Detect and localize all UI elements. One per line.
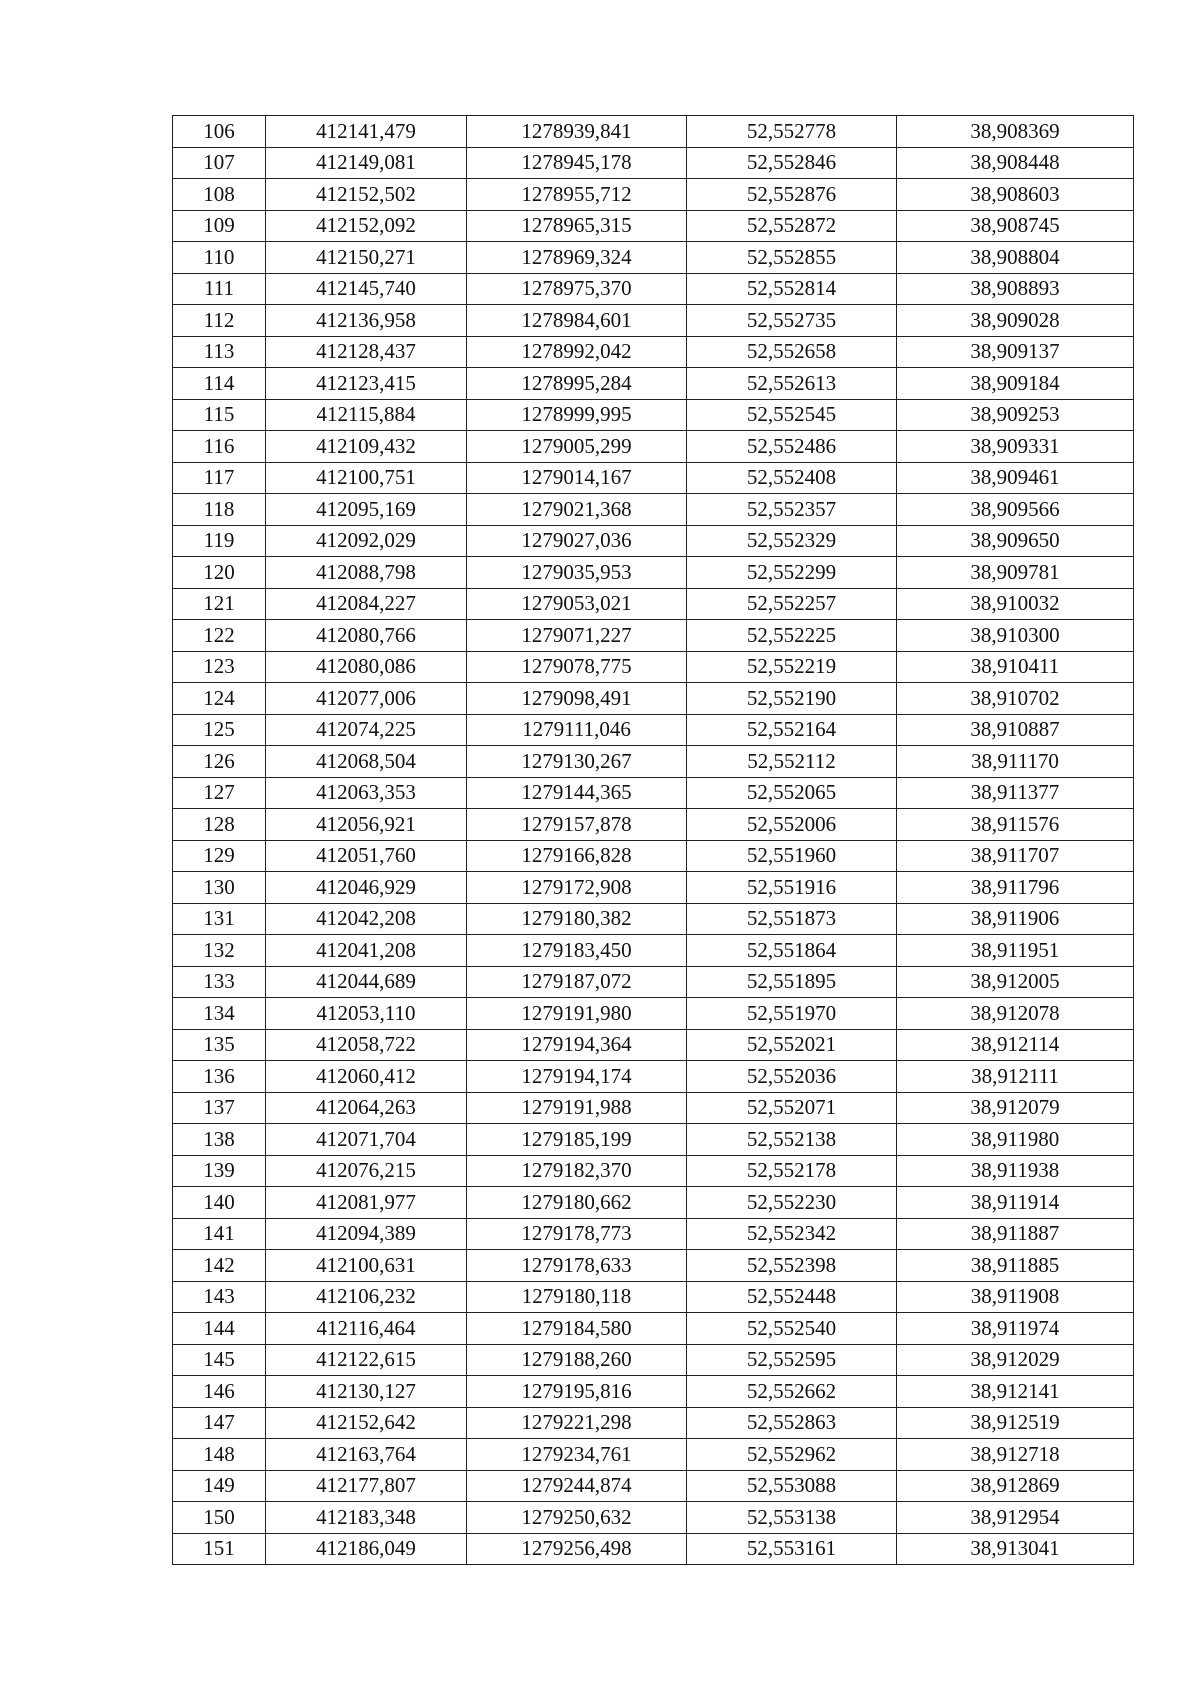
table-row	[173, 305, 1134, 337]
y-coordinate-cell: 1279180,662	[467, 1187, 687, 1219]
x-coordinate-cell: 412053,110	[266, 998, 467, 1030]
y-coordinate-cell: 1279014,167	[467, 462, 687, 494]
y-coordinate-cell: 1279188,260	[467, 1344, 687, 1376]
y-coordinate-cell: 1279180,382	[467, 903, 687, 935]
latitude-cell: 52,553138	[687, 1502, 897, 1534]
table-row	[173, 336, 1134, 368]
table-row	[173, 935, 1134, 967]
y-coordinate-cell: 1278995,284	[467, 368, 687, 400]
point-number-cell: 139	[173, 1155, 266, 1187]
longitude-cell: 38,911914	[897, 1187, 1134, 1219]
point-number-cell: 111	[173, 273, 266, 305]
table-row	[173, 273, 1134, 305]
latitude-cell: 52,552065	[687, 777, 897, 809]
x-coordinate-cell: 412084,227	[266, 588, 467, 620]
point-number-cell: 122	[173, 620, 266, 652]
y-coordinate-cell: 1278965,315	[467, 210, 687, 242]
y-coordinate-cell: 1279178,773	[467, 1218, 687, 1250]
x-coordinate-cell: 412060,412	[266, 1061, 467, 1093]
point-number-cell: 129	[173, 840, 266, 872]
table-row	[173, 746, 1134, 778]
table-row	[173, 1533, 1134, 1565]
point-number-cell: 106	[173, 116, 266, 148]
longitude-cell: 38,909781	[897, 557, 1134, 589]
x-coordinate-cell: 412063,353	[266, 777, 467, 809]
point-number-cell: 150	[173, 1502, 266, 1534]
table-row	[173, 1218, 1134, 1250]
point-number-cell: 147	[173, 1407, 266, 1439]
table-row	[173, 1187, 1134, 1219]
point-number-cell: 125	[173, 714, 266, 746]
latitude-cell: 52,552735	[687, 305, 897, 337]
y-coordinate-cell: 1279027,036	[467, 525, 687, 557]
point-number-cell: 149	[173, 1470, 266, 1502]
x-coordinate-cell: 412152,092	[266, 210, 467, 242]
x-coordinate-cell: 412177,807	[266, 1470, 467, 1502]
longitude-cell: 38,910702	[897, 683, 1134, 715]
table-row	[173, 840, 1134, 872]
y-coordinate-cell: 1279195,816	[467, 1376, 687, 1408]
longitude-cell: 38,910411	[897, 651, 1134, 683]
longitude-cell: 38,912114	[897, 1029, 1134, 1061]
longitude-cell: 38,912111	[897, 1061, 1134, 1093]
coordinates-table	[172, 115, 1134, 1565]
latitude-cell: 52,552846	[687, 147, 897, 179]
y-coordinate-cell: 1279182,370	[467, 1155, 687, 1187]
latitude-cell: 52,552225	[687, 620, 897, 652]
longitude-cell: 38,911980	[897, 1124, 1134, 1156]
y-coordinate-cell: 1279111,046	[467, 714, 687, 746]
point-number-cell: 110	[173, 242, 266, 274]
table-row	[173, 462, 1134, 494]
y-coordinate-cell: 1279035,953	[467, 557, 687, 589]
x-coordinate-cell: 412058,722	[266, 1029, 467, 1061]
longitude-cell: 38,908603	[897, 179, 1134, 211]
point-number-cell: 118	[173, 494, 266, 526]
x-coordinate-cell: 412095,169	[266, 494, 467, 526]
longitude-cell: 38,911951	[897, 935, 1134, 967]
y-coordinate-cell: 1279130,267	[467, 746, 687, 778]
y-coordinate-cell: 1279250,632	[467, 1502, 687, 1534]
point-number-cell: 145	[173, 1344, 266, 1376]
latitude-cell: 52,552778	[687, 116, 897, 148]
y-coordinate-cell: 1279185,199	[467, 1124, 687, 1156]
latitude-cell: 52,552540	[687, 1313, 897, 1345]
x-coordinate-cell: 412092,029	[266, 525, 467, 557]
longitude-cell: 38,911887	[897, 1218, 1134, 1250]
latitude-cell: 52,552342	[687, 1218, 897, 1250]
y-coordinate-cell: 1279157,878	[467, 809, 687, 841]
longitude-cell: 38,910300	[897, 620, 1134, 652]
x-coordinate-cell: 412068,504	[266, 746, 467, 778]
point-number-cell: 123	[173, 651, 266, 683]
x-coordinate-cell: 412109,432	[266, 431, 467, 463]
longitude-cell: 38,909184	[897, 368, 1134, 400]
y-coordinate-cell: 1279098,491	[467, 683, 687, 715]
y-coordinate-cell: 1279191,980	[467, 998, 687, 1030]
table-row	[173, 1061, 1134, 1093]
latitude-cell: 52,551960	[687, 840, 897, 872]
x-coordinate-cell: 412042,208	[266, 903, 467, 935]
y-coordinate-cell: 1279187,072	[467, 966, 687, 998]
x-coordinate-cell: 412056,921	[266, 809, 467, 841]
y-coordinate-cell: 1279053,021	[467, 588, 687, 620]
table-row	[173, 494, 1134, 526]
table-row	[173, 1029, 1134, 1061]
latitude-cell: 52,552036	[687, 1061, 897, 1093]
table-row	[173, 651, 1134, 683]
x-coordinate-cell: 412186,049	[266, 1533, 467, 1565]
latitude-cell: 52,552257	[687, 588, 897, 620]
x-coordinate-cell: 412100,631	[266, 1250, 467, 1282]
table-row	[173, 368, 1134, 400]
y-coordinate-cell: 1278955,712	[467, 179, 687, 211]
latitude-cell: 52,551916	[687, 872, 897, 904]
point-number-cell: 113	[173, 336, 266, 368]
latitude-cell: 52,553088	[687, 1470, 897, 1502]
table-row	[173, 1470, 1134, 1502]
longitude-cell: 38,909253	[897, 399, 1134, 431]
longitude-cell: 38,912519	[897, 1407, 1134, 1439]
table-row	[173, 431, 1134, 463]
y-coordinate-cell: 1279256,498	[467, 1533, 687, 1565]
latitude-cell: 52,552398	[687, 1250, 897, 1282]
longitude-cell: 38,908745	[897, 210, 1134, 242]
point-number-cell: 120	[173, 557, 266, 589]
latitude-cell: 52,552613	[687, 368, 897, 400]
x-coordinate-cell: 412163,764	[266, 1439, 467, 1471]
latitude-cell: 52,553161	[687, 1533, 897, 1565]
longitude-cell: 38,908804	[897, 242, 1134, 274]
table-row	[173, 966, 1134, 998]
y-coordinate-cell: 1278984,601	[467, 305, 687, 337]
latitude-cell: 52,552329	[687, 525, 897, 557]
point-number-cell: 131	[173, 903, 266, 935]
table-row	[173, 210, 1134, 242]
x-coordinate-cell: 412115,884	[266, 399, 467, 431]
y-coordinate-cell: 1279078,775	[467, 651, 687, 683]
table-row	[173, 557, 1134, 589]
longitude-cell: 38,911796	[897, 872, 1134, 904]
x-coordinate-cell: 412077,006	[266, 683, 467, 715]
coordinates-table-body	[173, 116, 1134, 1565]
longitude-cell: 38,912141	[897, 1376, 1134, 1408]
latitude-cell: 52,551970	[687, 998, 897, 1030]
x-coordinate-cell: 412116,464	[266, 1313, 467, 1345]
x-coordinate-cell: 412152,502	[266, 179, 467, 211]
latitude-cell: 52,552863	[687, 1407, 897, 1439]
latitude-cell: 52,552658	[687, 336, 897, 368]
longitude-cell: 38,913041	[897, 1533, 1134, 1565]
table-row	[173, 242, 1134, 274]
y-coordinate-cell: 1279184,580	[467, 1313, 687, 1345]
table-row	[173, 1376, 1134, 1408]
point-number-cell: 116	[173, 431, 266, 463]
y-coordinate-cell: 1279180,118	[467, 1281, 687, 1313]
latitude-cell: 52,552872	[687, 210, 897, 242]
x-coordinate-cell: 412044,689	[266, 966, 467, 998]
table-row	[173, 714, 1134, 746]
point-number-cell: 107	[173, 147, 266, 179]
x-coordinate-cell: 412152,642	[266, 1407, 467, 1439]
x-coordinate-cell: 412128,437	[266, 336, 467, 368]
point-number-cell: 144	[173, 1313, 266, 1345]
table-row	[173, 116, 1134, 148]
longitude-cell: 38,911170	[897, 746, 1134, 778]
latitude-cell: 52,552448	[687, 1281, 897, 1313]
x-coordinate-cell: 412145,740	[266, 273, 467, 305]
point-number-cell: 134	[173, 998, 266, 1030]
y-coordinate-cell: 1279194,364	[467, 1029, 687, 1061]
y-coordinate-cell: 1279071,227	[467, 620, 687, 652]
x-coordinate-cell: 412080,766	[266, 620, 467, 652]
latitude-cell: 52,552071	[687, 1092, 897, 1124]
point-number-cell: 146	[173, 1376, 266, 1408]
table-row	[173, 1502, 1134, 1534]
latitude-cell: 52,552190	[687, 683, 897, 715]
x-coordinate-cell: 412183,348	[266, 1502, 467, 1534]
point-number-cell: 114	[173, 368, 266, 400]
longitude-cell: 38,912954	[897, 1502, 1134, 1534]
latitude-cell: 52,552138	[687, 1124, 897, 1156]
x-coordinate-cell: 412076,215	[266, 1155, 467, 1187]
longitude-cell: 38,910032	[897, 588, 1134, 620]
longitude-cell: 38,912005	[897, 966, 1134, 998]
longitude-cell: 38,909028	[897, 305, 1134, 337]
longitude-cell: 38,909650	[897, 525, 1134, 557]
table-row	[173, 998, 1134, 1030]
y-coordinate-cell: 1279166,828	[467, 840, 687, 872]
latitude-cell: 52,552357	[687, 494, 897, 526]
point-number-cell: 126	[173, 746, 266, 778]
latitude-cell: 52,552962	[687, 1439, 897, 1471]
latitude-cell: 52,552299	[687, 557, 897, 589]
point-number-cell: 141	[173, 1218, 266, 1250]
table-row	[173, 1250, 1134, 1282]
table-row	[173, 1407, 1134, 1439]
point-number-cell: 108	[173, 179, 266, 211]
table-row	[173, 525, 1134, 557]
x-coordinate-cell: 412106,232	[266, 1281, 467, 1313]
y-coordinate-cell: 1279183,450	[467, 935, 687, 967]
y-coordinate-cell: 1279221,298	[467, 1407, 687, 1439]
latitude-cell: 52,551873	[687, 903, 897, 935]
point-number-cell: 117	[173, 462, 266, 494]
x-coordinate-cell: 412094,389	[266, 1218, 467, 1250]
x-coordinate-cell: 412149,081	[266, 147, 467, 179]
x-coordinate-cell: 412074,225	[266, 714, 467, 746]
point-number-cell: 124	[173, 683, 266, 715]
table-row	[173, 1155, 1134, 1187]
latitude-cell: 52,552021	[687, 1029, 897, 1061]
table-row	[173, 809, 1134, 841]
table-row	[173, 1313, 1134, 1345]
point-number-cell: 128	[173, 809, 266, 841]
point-number-cell: 109	[173, 210, 266, 242]
y-coordinate-cell: 1279172,908	[467, 872, 687, 904]
y-coordinate-cell: 1278945,178	[467, 147, 687, 179]
latitude-cell: 52,552545	[687, 399, 897, 431]
table-row	[173, 1092, 1134, 1124]
longitude-cell: 38,909331	[897, 431, 1134, 463]
latitude-cell: 52,552178	[687, 1155, 897, 1187]
latitude-cell: 52,552662	[687, 1376, 897, 1408]
longitude-cell: 38,912718	[897, 1439, 1134, 1471]
x-coordinate-cell: 412122,615	[266, 1344, 467, 1376]
y-coordinate-cell: 1279005,299	[467, 431, 687, 463]
x-coordinate-cell: 412150,271	[266, 242, 467, 274]
point-number-cell: 132	[173, 935, 266, 967]
table-row	[173, 872, 1134, 904]
latitude-cell: 52,552219	[687, 651, 897, 683]
point-number-cell: 142	[173, 1250, 266, 1282]
longitude-cell: 38,912869	[897, 1470, 1134, 1502]
longitude-cell: 38,908369	[897, 116, 1134, 148]
longitude-cell: 38,909461	[897, 462, 1134, 494]
table-row	[173, 1281, 1134, 1313]
longitude-cell: 38,910887	[897, 714, 1134, 746]
x-coordinate-cell: 412088,798	[266, 557, 467, 589]
table-row	[173, 399, 1134, 431]
table-row	[173, 777, 1134, 809]
point-number-cell: 115	[173, 399, 266, 431]
point-number-cell: 143	[173, 1281, 266, 1313]
point-number-cell: 133	[173, 966, 266, 998]
x-coordinate-cell: 412051,760	[266, 840, 467, 872]
y-coordinate-cell: 1279234,761	[467, 1439, 687, 1471]
latitude-cell: 52,552855	[687, 242, 897, 274]
table-row	[173, 683, 1134, 715]
y-coordinate-cell: 1279194,174	[467, 1061, 687, 1093]
longitude-cell: 38,908893	[897, 273, 1134, 305]
point-number-cell: 127	[173, 777, 266, 809]
longitude-cell: 38,911707	[897, 840, 1134, 872]
point-number-cell: 121	[173, 588, 266, 620]
point-number-cell: 136	[173, 1061, 266, 1093]
x-coordinate-cell: 412064,263	[266, 1092, 467, 1124]
x-coordinate-cell: 412123,415	[266, 368, 467, 400]
longitude-cell: 38,911974	[897, 1313, 1134, 1345]
point-number-cell: 151	[173, 1533, 266, 1565]
x-coordinate-cell: 412141,479	[266, 116, 467, 148]
table-row	[173, 1439, 1134, 1471]
x-coordinate-cell: 412130,127	[266, 1376, 467, 1408]
latitude-cell: 52,552595	[687, 1344, 897, 1376]
table-row	[173, 1344, 1134, 1376]
point-number-cell: 140	[173, 1187, 266, 1219]
point-number-cell: 135	[173, 1029, 266, 1061]
point-number-cell: 112	[173, 305, 266, 337]
longitude-cell: 38,911906	[897, 903, 1134, 935]
x-coordinate-cell: 412041,208	[266, 935, 467, 967]
table-row	[173, 1124, 1134, 1156]
point-number-cell: 148	[173, 1439, 266, 1471]
longitude-cell: 38,912079	[897, 1092, 1134, 1124]
x-coordinate-cell: 412136,958	[266, 305, 467, 337]
y-coordinate-cell: 1278939,841	[467, 116, 687, 148]
table-row	[173, 620, 1134, 652]
latitude-cell: 52,552112	[687, 746, 897, 778]
point-number-cell: 130	[173, 872, 266, 904]
longitude-cell: 38,911576	[897, 809, 1134, 841]
latitude-cell: 52,551864	[687, 935, 897, 967]
latitude-cell: 52,552408	[687, 462, 897, 494]
latitude-cell: 52,552814	[687, 273, 897, 305]
latitude-cell: 52,552230	[687, 1187, 897, 1219]
latitude-cell: 52,552876	[687, 179, 897, 211]
y-coordinate-cell: 1279244,874	[467, 1470, 687, 1502]
y-coordinate-cell: 1279191,988	[467, 1092, 687, 1124]
longitude-cell: 38,908448	[897, 147, 1134, 179]
x-coordinate-cell: 412046,929	[266, 872, 467, 904]
longitude-cell: 38,909566	[897, 494, 1134, 526]
y-coordinate-cell: 1278975,370	[467, 273, 687, 305]
table-row	[173, 903, 1134, 935]
table-row	[173, 179, 1134, 211]
table-row	[173, 147, 1134, 179]
y-coordinate-cell: 1278969,324	[467, 242, 687, 274]
latitude-cell: 52,551895	[687, 966, 897, 998]
x-coordinate-cell: 412071,704	[266, 1124, 467, 1156]
latitude-cell: 52,552006	[687, 809, 897, 841]
y-coordinate-cell: 1278999,995	[467, 399, 687, 431]
point-number-cell: 137	[173, 1092, 266, 1124]
point-number-cell: 119	[173, 525, 266, 557]
x-coordinate-cell: 412081,977	[266, 1187, 467, 1219]
longitude-cell: 38,909137	[897, 336, 1134, 368]
latitude-cell: 52,552486	[687, 431, 897, 463]
longitude-cell: 38,911885	[897, 1250, 1134, 1282]
longitude-cell: 38,912029	[897, 1344, 1134, 1376]
latitude-cell: 52,552164	[687, 714, 897, 746]
point-number-cell: 138	[173, 1124, 266, 1156]
y-coordinate-cell: 1279178,633	[467, 1250, 687, 1282]
y-coordinate-cell: 1279144,365	[467, 777, 687, 809]
x-coordinate-cell: 412080,086	[266, 651, 467, 683]
longitude-cell: 38,911938	[897, 1155, 1134, 1187]
y-coordinate-cell: 1278992,042	[467, 336, 687, 368]
x-coordinate-cell: 412100,751	[266, 462, 467, 494]
longitude-cell: 38,911908	[897, 1281, 1134, 1313]
y-coordinate-cell: 1279021,368	[467, 494, 687, 526]
longitude-cell: 38,911377	[897, 777, 1134, 809]
longitude-cell: 38,912078	[897, 998, 1134, 1030]
table-row	[173, 588, 1134, 620]
